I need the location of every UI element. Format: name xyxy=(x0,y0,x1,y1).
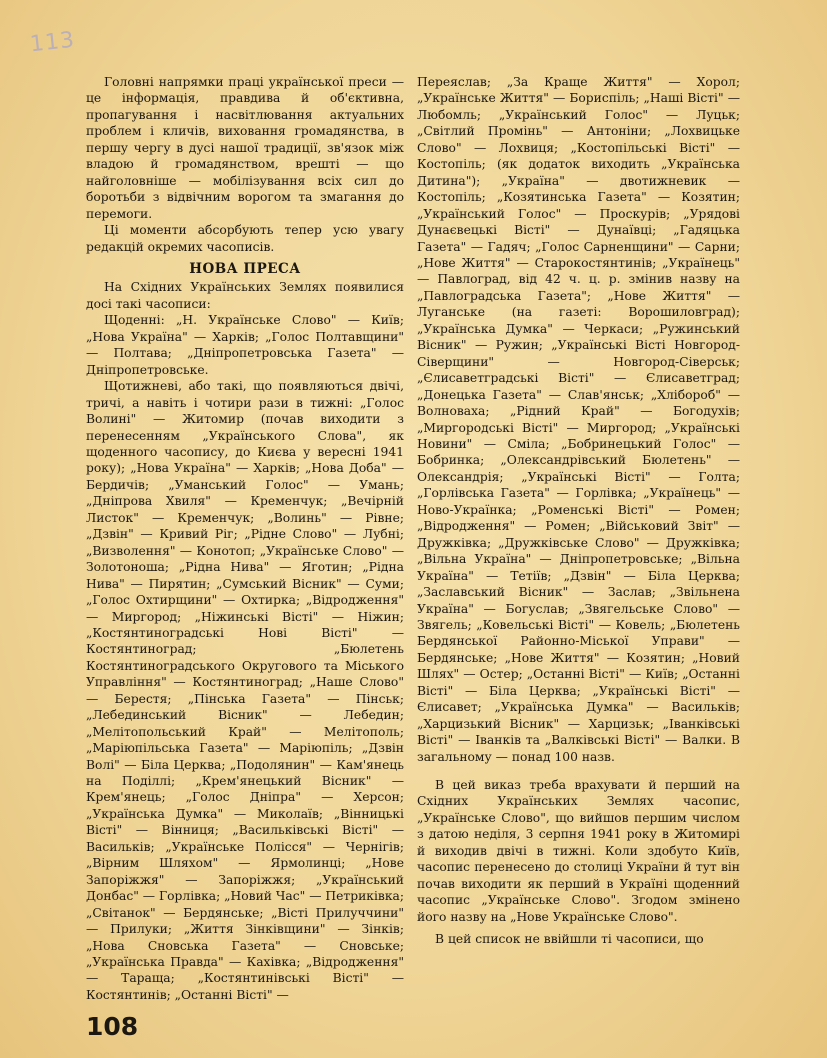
closing-paragraph: В цей список не ввійшли ті часописи, що xyxy=(435,932,704,947)
weekly-papers-paragraph: Щотижневі, або такі, що появляються двічі, тричі, а навіть і чотири рази в тижні: „Голос Волині" — Житомир (почав виходити з перенесенням „Українського Слова", як щоденного часопису, до Києва у вересні 1941 року); „Нова Україна" — Харків; „Нова Доба" — Бердичів; „Уманський Голос" — Умань; „Дніпрова Хвиля" — Кременчук; „Вечірній Листок" — Кременчук; „Волинь" — Рівне; „Дзвін" — Кривий Ріг; „Рідне Слово" — Лубні; „Визволення" — Конотоп; „Українське Слово" — Золотоноша; „Рідна Нива" — Яготин; „Рідна Нива" — Пирятин; „Сумський Вісник" — Суми; „Голос Охтирщини" — Охтирка; „Відродження" — Миргород; „Ніжинські Вісті" — Ніжин; „Костянтиноградські Нові Вісті" — Костянтиноград; „Бюлетень Костянтиноградського Округового та Міського Управління" — Костянтиноград; „Наше Слово" — Берестя; „Пінська Газета" — Пінськ; „Лебединський Вісник" — Лебедин; „Мелітопольський Край" — Мелітополь; „Маріюпільська Газета" — Маріюпіль; „Дзвін Волі" — Біла Церква; „Подолянин" — Кам'янець на Поділлі; „Крем'янецький Вісник" — Крем'янець; „Голос Дніпра" — Херсон; „Українська Думка" — Миколаїв; „Вінницькі Вісті" — Вінниця; „Васильківські Вісті" — Васильків; „Українське Полісся" — Чернігів; „Вірним Шляхом" — Ярмолинці; „Нове Запоріжжя" — Запоріжжя; „Український Донбас" — Горлівка; „Новий Час" — Петриківка; „Світанок" — Бердянське; „Вісті Прилуччини" — Прилуки; „Життя Зінківщини" — Зінків; „Нова Сновська Газета" — Сновське; „Українська Правда" — Кахівка; „Відродження" — Тараща; „Костянтинівські Вісті" — Костянтинів; „Останні Вісті" — xyxy=(86,379,404,1002)
papers-list-continuation: Переяслав; „За Краще Життя" — Хорол; „Українське Життя" — Бориспіль; „Наші Вісті" — Любомль; „Український Голос" — Луцьк; „Світлий Промінь" — Антоніни; „Лохвицьке Слово" — Лохвиця; „Костопільські Вісті" — Костопіль; (як додаток виходить „Українська Дитина"); „Україна" — двотижневик — Костопіль; „Козятинська Газета" — Козятин; „Український Голос" — Проскурів; „Урядові Дунаєвецькі Вісті" — Дунаївці; „Гадяцька Газета" — Гадяч; „Голос Сарненщини" — Сарни; „Нове Життя" — Старокостянтинів; „Українець" — Павлоград, від 42 ч. ц. р. змінив назву на „Павлоградська Газета"; „Нове Життя" — Луганське (на газеті: Ворошиловград); „Українська Думка" — Черкаси; „Ружинський Вісник" — Ружин; „Українські Вісті Новгород-Сіверщини" — Новгород-Сіверськ; „Єлисаветградські Вісті" — Єлисаветград; „Донецька Газета" — Слав'янськ; „Хлібороб" — Волноваха; „Рідний Край" — Богодухів; „Миргородські Вісті" — Миргород; „Українські Новини" — Сміла; „Бобринецький Голос" — Бобринка; „Олександрівський Бюлетень" — Олександрія; „Українські Вісті" — Голта; „Горлівська Газета" — Горлівка; „Українець" —Ново-Українка; „Роменські Вісті" — Ромен; „Відродження" — Ромен; „Військовий Звіт" — Дружківка; „Дружківське Слово" — Дружківка; „Вільна Україна" — Дніпропетровське; „Вільна Україна" — Тетіїв; „Дзвін" — Біла Церква; „Заславський Вісник" — Заслав; „Звільнена Україна" — Богуслав; „Звягельське Слово" — Звягель; „Ковельські Вісті" — Ковель; „Бюлетень Бердянської Районно-Міської Управи" — Бердянське; „Нове Життя" — Козятин; „Новий Шлях" — Остер; „Останні Вісті" — Київ; „Останні Вісті" — Біла Церква; „Українські Вісті" — Єлисавет; „Українська Думка" — Васильків; „Харцизький Вісник" — Харцизьк; „Іванківські Вісті" — Іванків та „Валківські Вісті" — Валки. В загальному — понад 100 назв. xyxy=(417,75,740,764)
left-column xyxy=(86,74,404,1003)
intro-paragraph-2: Ці моменти абсорбують тепер усю увагу редакцій окремих часописів. xyxy=(86,223,404,254)
first-paper-paragraph: В цей виказ треба врахувати й перший на Східних Українських Землях часопис, „Українське Слово", що вийшов першим числом з датою неділя, 3 серпня 1941 року в Житомирі й виходив двічі в тижні. Коли здобуто Київ, часопис перенесено до столиці України й тут він почав виходити як перший в Україні щоденний часопис „Українське Слово". Згодом змінено його назву на „Нове Українське Слово". xyxy=(417,778,740,924)
right-column xyxy=(417,74,740,948)
page-number: 108 xyxy=(86,1012,139,1041)
intro-paragraph: Головні напрямки праці української преси — це інформація, правдива й об'єктивна, пропагування і насвітлювання актуальних проблем і кличів, виховання громадянства, в першу чергу в дусі нашої традиції, зв'язок між владою й громадянством, врешті — що найголовніше — мобілізування всіх сил до боротьби з відвічним ворогом та змагання до перемоги. xyxy=(86,75,404,221)
east-lands-paragraph: На Східних Українських Землях появилися досі такі часописи: xyxy=(86,280,404,311)
handwritten-page-note: 113 xyxy=(28,27,77,58)
section-heading: НОВА ПРЕСА xyxy=(189,260,301,277)
daily-papers-paragraph: Щоденні: „Н. Українське Слово" — Київ; „Нова Україна" — Харків; „Голос Полтавщини" — Полтава; „Дніпропетровська Газета" — Дніпропетровське. xyxy=(86,313,404,377)
